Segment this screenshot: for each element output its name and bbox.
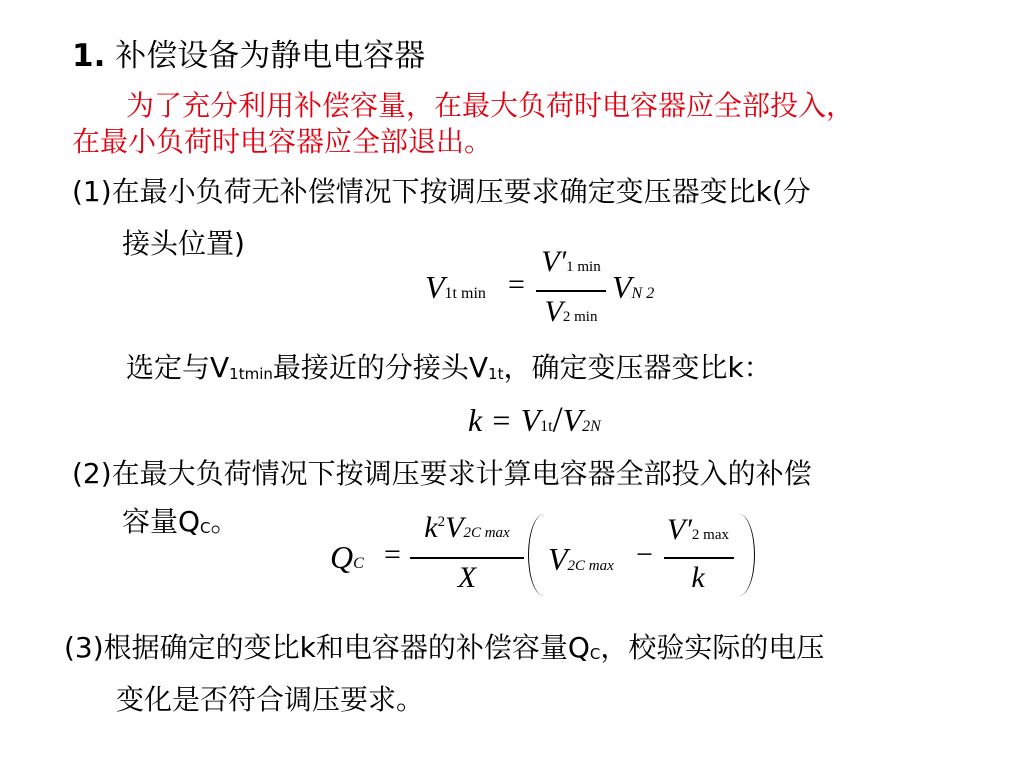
- step2-line-1: (2)在最大负荷情况下按调压要求计算电容器全部投入的补偿: [72, 457, 812, 490]
- f3-p2-num-sub: 2 max: [691, 527, 729, 543]
- step3-suffix: ，校验实际的电压: [600, 631, 825, 664]
- f3-lhs-sub: C: [353, 555, 364, 572]
- step2-suffix: 。: [210, 505, 239, 538]
- f3-den: X: [457, 561, 477, 594]
- f3-num-k: k: [424, 511, 438, 544]
- f3-numerator: [408, 510, 526, 545]
- f1-den-sub: 2 min: [562, 309, 598, 325]
- intro-line-1: 为了充分利用补偿容量，在最大负荷时电容器应全部投入，: [126, 89, 855, 122]
- f2-b: V: [562, 402, 583, 438]
- f2-b-sub: 2N: [582, 418, 601, 435]
- select-tap-text: [126, 346, 772, 386]
- f3-p1-sub: 2C max: [567, 558, 614, 574]
- heading-text: 补偿设备为静电电容器: [115, 38, 426, 74]
- f3-lhs: Q: [330, 539, 354, 575]
- heading-number: 1.: [72, 38, 106, 74]
- step3-line-2: 变化是否符合调压要求。: [116, 683, 425, 716]
- f1-denominator: [532, 294, 610, 329]
- step3-prefix: (3)根据确定的变比k和电容器的补偿容量Q: [64, 631, 590, 664]
- step1-line-2: 接头位置): [122, 227, 245, 260]
- f3-p1: V: [548, 541, 568, 577]
- f1-num: V′: [541, 245, 567, 278]
- step2-sub: C: [200, 519, 211, 537]
- f2-slash: /: [552, 399, 563, 439]
- f2-equals: =: [492, 402, 511, 438]
- f1-lhs-sub: 1t min: [444, 285, 486, 302]
- f1-numerator: [532, 244, 610, 279]
- f3-left-paren: [528, 514, 545, 596]
- step2-line-2: [122, 500, 239, 540]
- select-part-1: 选定与V: [126, 351, 230, 384]
- f3-p2-den: k: [691, 561, 705, 594]
- f3-minus: −: [636, 538, 653, 571]
- select-part-2: 最接近的分接头V: [272, 351, 489, 384]
- f3-p2-bar: [664, 557, 734, 559]
- f3-num-v: V: [445, 511, 464, 544]
- select-sub-1: 1tmin: [229, 365, 273, 383]
- f3-equals: =: [384, 538, 401, 571]
- f1-num-sub: 1 min: [566, 259, 601, 275]
- step3-sub: C: [589, 645, 601, 663]
- select-part-3: ，确定变压器变比k：: [503, 351, 772, 384]
- f3-p2-num: V′: [667, 513, 692, 546]
- f2-a-sub: 1t: [540, 418, 553, 435]
- f3-p2-numerator: [660, 512, 736, 547]
- f3-fraction-bar: [410, 557, 524, 559]
- f1-fraction-bar: [536, 290, 606, 292]
- f1-den: V: [544, 295, 563, 328]
- formula-ratio: [468, 398, 601, 440]
- f1-rhs: V: [612, 269, 632, 305]
- f1-lhs: V: [425, 269, 445, 305]
- f1-rhs-sub: N 2: [631, 285, 655, 302]
- step2-prefix: 容量Q: [122, 505, 201, 538]
- f3-right-paren: [738, 514, 755, 596]
- step3-line-1: [64, 626, 824, 666]
- f2-lhs: k: [468, 402, 483, 438]
- f2-a: V: [520, 402, 541, 438]
- f3-denominator: [408, 560, 526, 595]
- f3-p2-denominator: [660, 560, 736, 595]
- select-sub-2: 1t: [488, 365, 504, 383]
- f3-num-v-sub: 2C max: [463, 525, 510, 541]
- f3-num-sup: 2: [437, 514, 446, 530]
- intro-line-2: 在最小负荷时电容器应全部退出。: [72, 125, 493, 158]
- section-heading: [72, 30, 425, 75]
- f1-equals: =: [508, 268, 525, 301]
- step1-line-1: (1)在最小负荷无补偿情况下按调压要求确定变压器变比k(分: [72, 175, 811, 208]
